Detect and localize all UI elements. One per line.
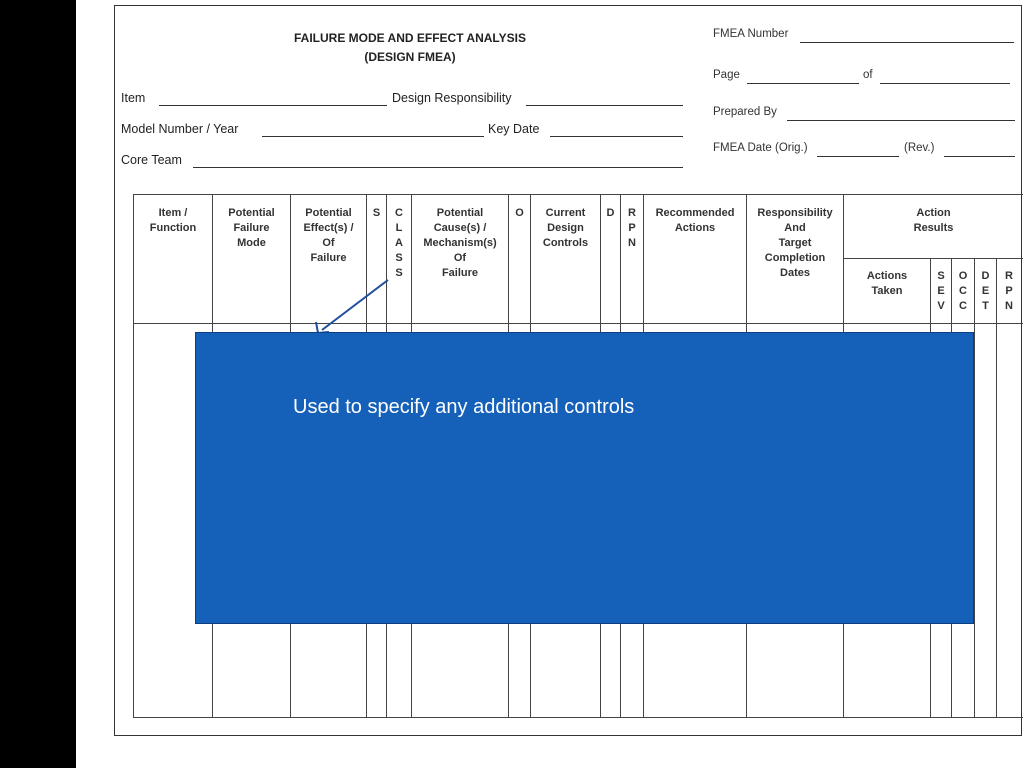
col-current-design-controls: Current Design Controls (542, 207, 589, 249)
of-label: of (863, 69, 873, 81)
col-potential-failure-mode: Potential Failure Mode (228, 207, 275, 249)
col-sev: S E V (937, 270, 945, 312)
col-potential-causes: Potential Cause(s) / Mechanism(s) Of Failure (423, 207, 497, 279)
fmea-date-label: FMEA Date (Orig.) (713, 142, 808, 154)
model-number-label: Model Number / Year (121, 122, 239, 136)
prepared-by-label: Prepared By (713, 106, 777, 118)
col-class: C L A S S (395, 207, 403, 279)
col-action-results: Action Results (913, 207, 954, 234)
col-potential-effects: Potential Effect(s) / Of Failure (303, 207, 354, 264)
callout-text: Used to specify any additional controls (293, 396, 635, 418)
fmea-number-label: FMEA Number (713, 28, 789, 40)
form-subtitle: (DESIGN FMEA) (364, 50, 456, 64)
page-label: Page (713, 69, 740, 81)
col-occurrence: O (515, 207, 524, 219)
key-date-label: Key Date (488, 122, 540, 136)
callout-box (195, 332, 974, 624)
col-rpn2: R P N (1005, 270, 1013, 312)
item-label: Item (121, 91, 146, 105)
core-team-label: Core Team (121, 153, 182, 167)
design-responsibility-label: Design Responsibility (392, 91, 512, 105)
col-occ: O C C (958, 270, 968, 312)
rev-label: (Rev.) (904, 142, 935, 154)
col-rpn: R P N (628, 207, 636, 249)
col-recommended-actions: Recommended Actions (655, 207, 735, 234)
col-det: D E T (981, 270, 990, 312)
form-title: FAILURE MODE AND EFFECT ANALYSIS (293, 31, 526, 45)
col-severity: S (372, 207, 381, 219)
col-responsibility: Responsibility And Target Completion Dates (757, 207, 833, 279)
col-detection: D (606, 207, 615, 219)
col-actions-taken: Actions Taken (866, 270, 908, 297)
col-item-function: Item / Function (149, 207, 197, 234)
